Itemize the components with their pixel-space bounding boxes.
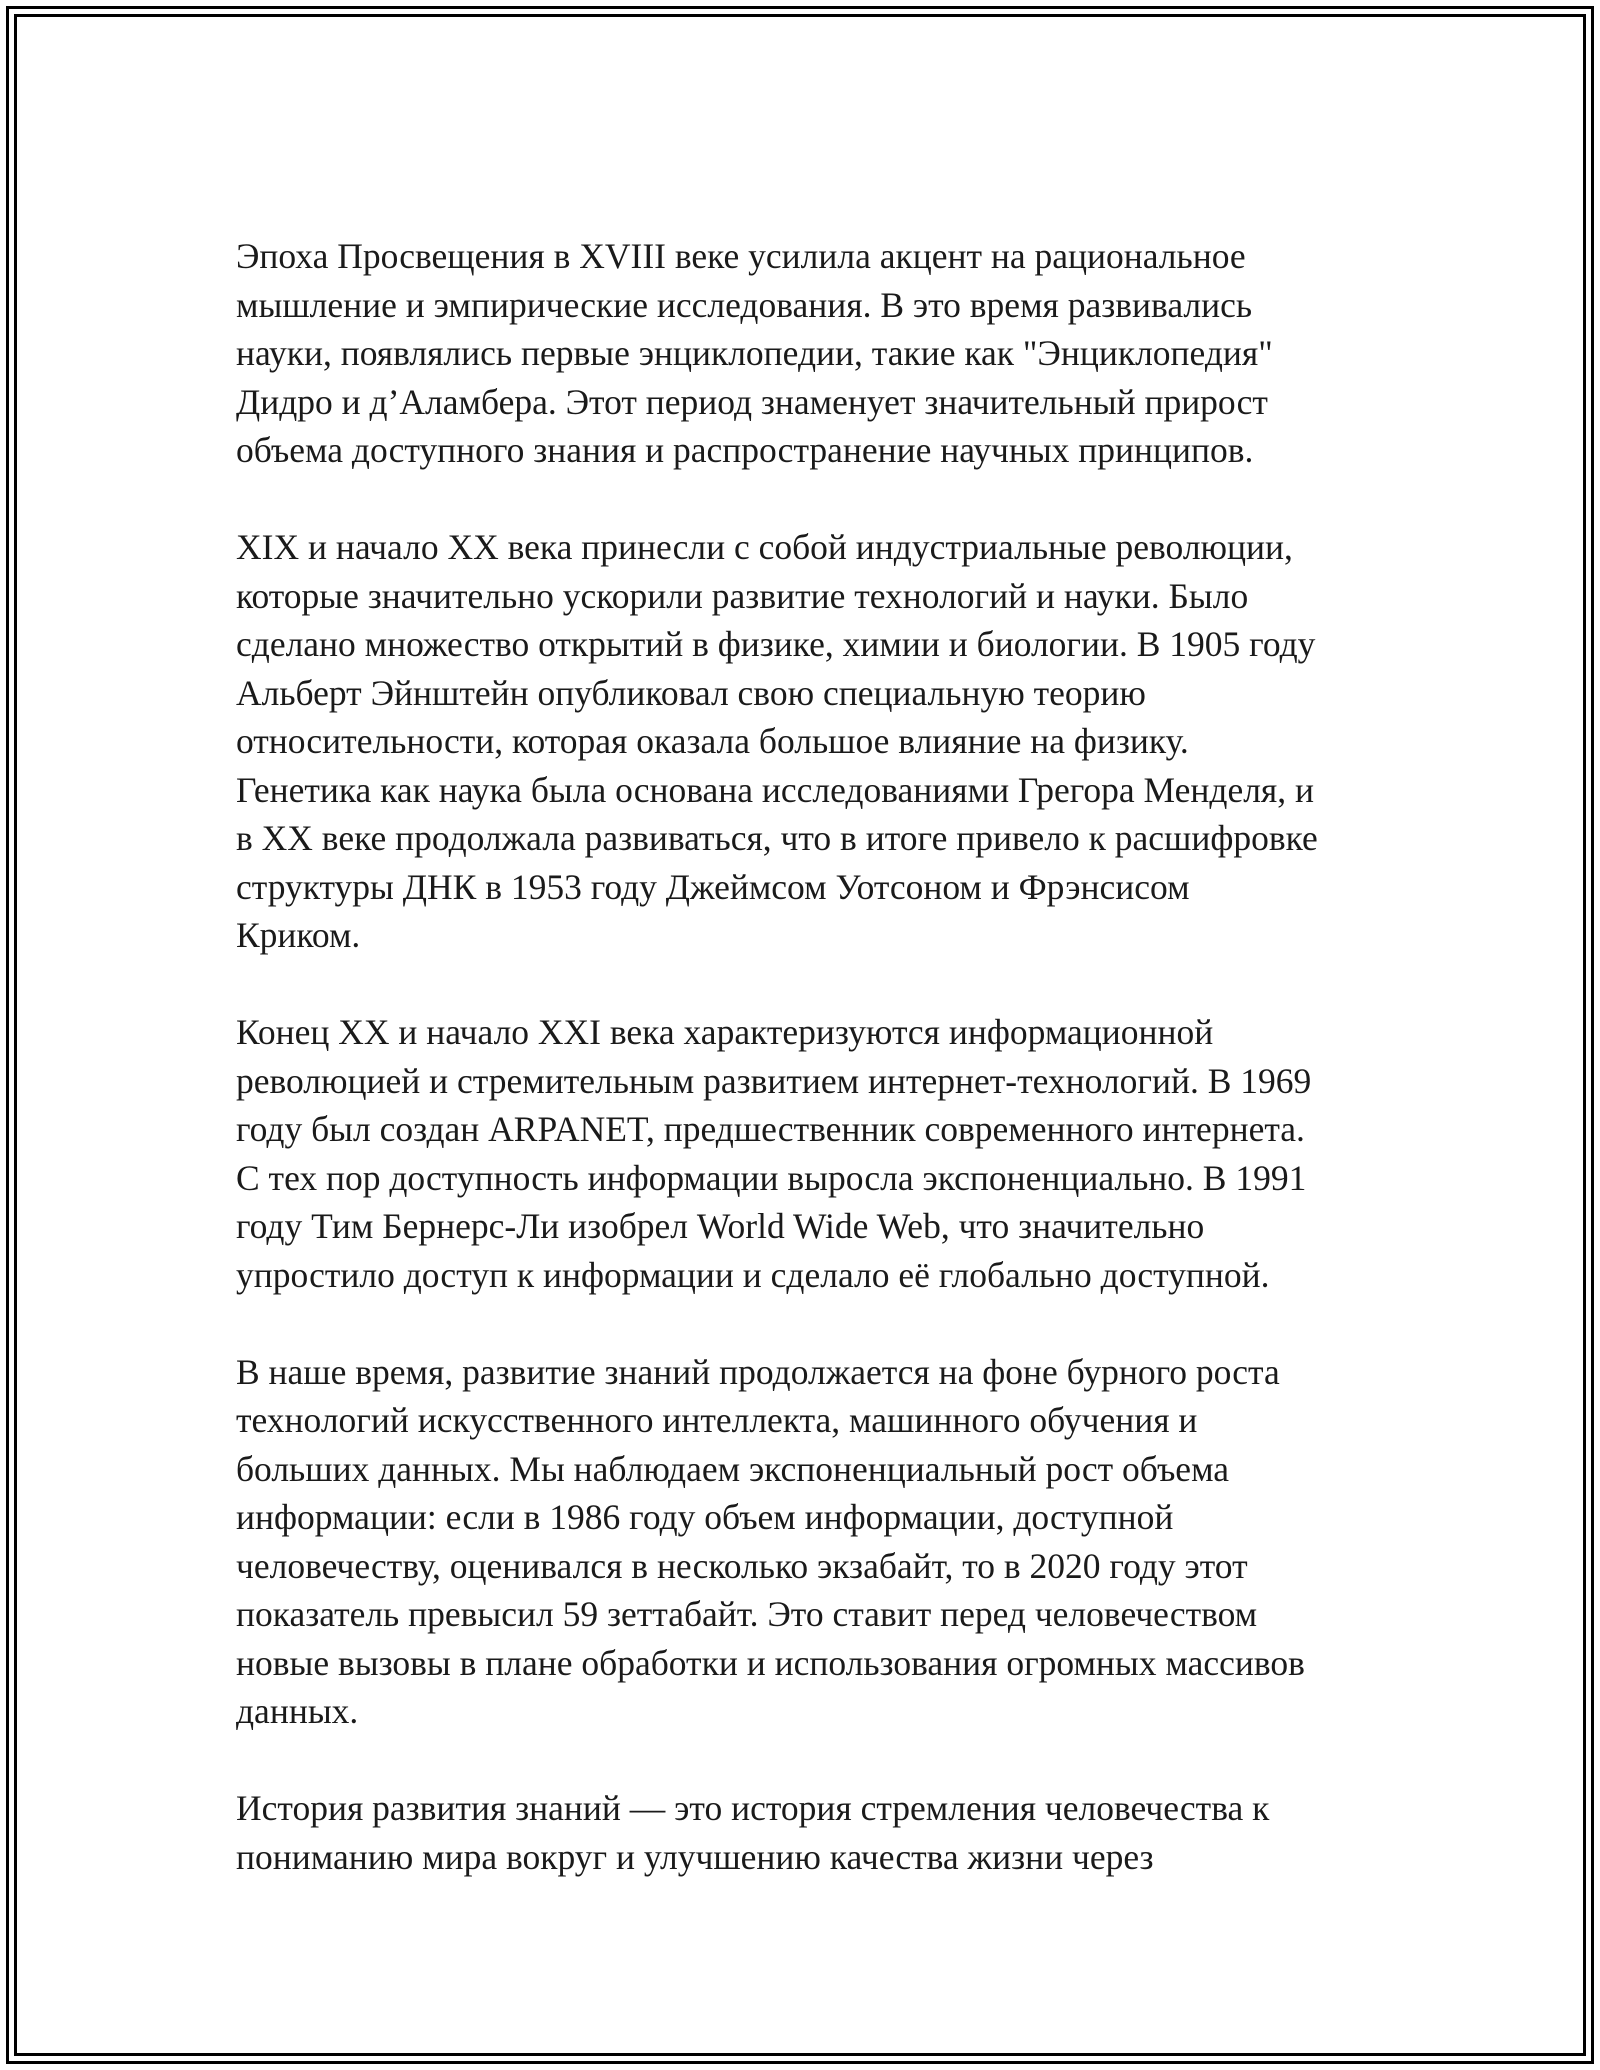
document-body bbox=[236, 232, 1376, 1930]
paragraph-conclusion bbox=[236, 1784, 1376, 1881]
text-line: информации: если в 1986 году объем информации, доступной bbox=[236, 1497, 1174, 1537]
paragraph-enlightenment bbox=[236, 232, 1376, 475]
text-line: объема доступного знания и распространение научных принципов. bbox=[236, 430, 1254, 470]
text-line: в XX веке продолжала развиваться, что в итоге привело к расшифровке bbox=[236, 818, 1318, 858]
paragraph-modern-era bbox=[236, 1348, 1376, 1736]
text-line: больших данных. Мы наблюдаем экспоненциальный рост объема bbox=[236, 1448, 1230, 1489]
text-line: Дидро и д’Аламбера. Этот период знаменует значительный прирост bbox=[236, 381, 1268, 422]
text-line: Альберт Эйнштейн опубликовал свою специальную теорию bbox=[236, 672, 1146, 713]
text-line: показатель превысил 59 зеттабайт. Это ставит перед человечеством bbox=[236, 1594, 1258, 1634]
paragraph-information-revolution bbox=[236, 1008, 1376, 1299]
text-line: году был создан ARPANET, предшественник современного интернета. bbox=[236, 1109, 1305, 1149]
text-line: революцией и стремительным развитием интернет-технологий. В 1969 bbox=[236, 1060, 1312, 1101]
text-line: структуры ДНК в 1953 году Джеймсом Уотсоном и Фрэнсисом bbox=[236, 866, 1190, 907]
text-line: данных. bbox=[236, 1691, 359, 1731]
text-line: технологий искусственного интеллекта, машинного обучения и bbox=[236, 1400, 1198, 1440]
text-line: относительности, которая оказала большое влияние на физику. bbox=[236, 721, 1189, 761]
text-line: году Тим Бернерс-Ли изобрел World Wide Web, что значительно bbox=[236, 1206, 1205, 1246]
text-line: мышление и эмпирические исследования. В это время развивались bbox=[236, 284, 1253, 325]
text-line: С тех пор доступность информации выросла экспоненциально. В 1991 bbox=[236, 1157, 1307, 1198]
text-line: новые вызовы в плане обработки и использования огромных массивов bbox=[236, 1642, 1305, 1683]
text-line: Конец XX и начало XXI века характеризуются информационной bbox=[236, 1012, 1214, 1052]
text-line: человечеству, оценивался в несколько экзабайт, то в 2020 году этот bbox=[236, 1545, 1248, 1586]
text-line: которые значительно ускорили развитие технологий и науки. Было bbox=[236, 575, 1249, 616]
text-line: Эпоха Просвещения в XVIII веке усилила акцент на рациональное bbox=[236, 236, 1246, 276]
text-line: пониманию мира вокруг и улучшению качества жизни через bbox=[236, 1836, 1154, 1877]
text-line: История развития знаний — это история стремления человечества к bbox=[236, 1788, 1270, 1828]
text-line: Криком. bbox=[236, 915, 361, 955]
paragraph-industrial-era bbox=[236, 523, 1376, 960]
text-line: В наше время, развитие знаний продолжается на фоне бурного роста bbox=[236, 1351, 1280, 1392]
text-line: сделано множество открытий в физике, химии и биологии. В 1905 году bbox=[236, 624, 1316, 664]
text-line: XIX и начало XX века принесли с собой индустриальные революции, bbox=[236, 527, 1293, 567]
text-line: науки, появлялись первые энциклопедии, такие как "Энциклопедия" bbox=[236, 333, 1273, 373]
text-line: Генетика как наука была основана исследованиями Грегора Менделя, и bbox=[236, 769, 1315, 810]
text-line: упростило доступ к информации и сделало её глобально доступной. bbox=[236, 1254, 1270, 1295]
